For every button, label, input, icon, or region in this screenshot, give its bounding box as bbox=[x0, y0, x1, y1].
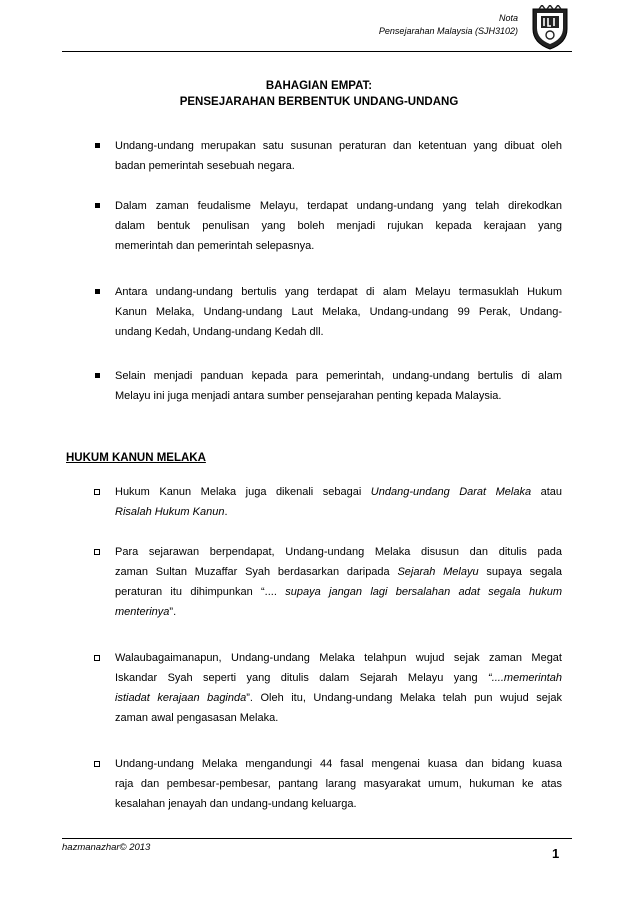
text-line bbox=[115, 582, 562, 602]
text-line bbox=[115, 602, 562, 622]
text-run: Iskandar Syah seperti yang ditulis dalam Sejarah Melayu yang bbox=[115, 672, 489, 684]
university-crest-logo bbox=[527, 5, 573, 51]
text-run: atau bbox=[531, 486, 562, 498]
text-line: Undang-undang Melaka mengandungi 44 fasal mengenai kuasa dan bidang kuasa bbox=[115, 758, 562, 770]
bullet-square-icon bbox=[95, 289, 100, 294]
text-line bbox=[115, 502, 562, 522]
header-note: Nota bbox=[498, 13, 518, 23]
footer-author: hazmanazhar© 2013 bbox=[62, 842, 151, 853]
text-line: Antara undang-undang bertulis yang terdapat di alam Melayu termasuklah Hukum bbox=[115, 286, 562, 298]
bullet-box-icon bbox=[94, 549, 100, 555]
section-point-1 bbox=[115, 482, 562, 522]
text-run: peraturan itu dihimpunkan “.... bbox=[115, 586, 286, 598]
bullet-square-icon bbox=[95, 373, 100, 378]
text-line bbox=[115, 562, 562, 582]
section-point-4 bbox=[115, 754, 562, 814]
bullet-box-icon bbox=[94, 761, 100, 767]
italic-run: istiadat kerajaan baginda bbox=[115, 692, 247, 704]
footer-divider bbox=[62, 838, 572, 839]
text-run: supaya segala bbox=[478, 566, 563, 578]
page-header bbox=[0, 0, 638, 55]
text-line: Para sejarawan berpendapat, Undang-undang Melaka disusun dan ditulis pada bbox=[115, 546, 562, 558]
text-line: zaman awal pengasasan Melaka. bbox=[115, 712, 279, 724]
text-line: Melayu ini juga menjadi antara sumber pensejarahan penting kepada Malaysia. bbox=[115, 390, 502, 402]
text-line: raja dan pembesar-pembesar, pantang larang masyarakat umum, hukuman ke atas bbox=[115, 778, 562, 790]
section-point-2 bbox=[115, 542, 562, 622]
text-line bbox=[115, 668, 562, 688]
bullet-box-icon bbox=[94, 655, 100, 661]
text-line: Undang-undang merupakan satu susunan peraturan dan ketentuan yang dibuat oleh bbox=[115, 140, 562, 152]
intro-point-3 bbox=[115, 282, 562, 342]
section-heading: HUKUM KANUN MELAKA bbox=[66, 452, 206, 464]
text-line bbox=[115, 482, 562, 502]
text-line: kesalahan jenayah dan undang-undang keluarga. bbox=[115, 798, 357, 810]
italic-run: Undang-undang Darat Melaka bbox=[370, 486, 532, 498]
text-line: badan pemerintah sesebuah negara. bbox=[115, 160, 295, 172]
bullet-square-icon bbox=[95, 203, 100, 208]
text-run: . bbox=[224, 506, 228, 518]
text-run: zaman Sultan Muzaffar Syah berdasarkan daripada bbox=[115, 566, 398, 578]
text-run: ”. Oleh itu, Undang-undang Melaka telah pun wujud sejak bbox=[246, 692, 562, 704]
header-divider bbox=[62, 51, 572, 52]
italic-run: Risalah Hukum Kanun bbox=[115, 506, 225, 518]
italic-run: Sejarah Melayu bbox=[397, 566, 479, 578]
bullet-square-icon bbox=[95, 143, 100, 148]
text-line: Selain menjadi panduan kepada para pemerintah, undang-undang bertulis di alam bbox=[115, 370, 562, 382]
italic-run: supaya jangan lagi bersalahan adat segala hukum bbox=[285, 586, 562, 598]
text-line: Kanun Melaka, Undang-undang Laut Melaka, Undang-undang 99 Perak, Undang- bbox=[115, 306, 562, 318]
bullet-box-icon bbox=[94, 489, 100, 495]
text-line: Dalam zaman feudalisme Melayu, terdapat undang-undang yang telah direkodkan bbox=[115, 200, 562, 212]
intro-point-4 bbox=[115, 366, 562, 406]
heading-topic: PENSEJARAHAN BERBENTUK UNDANG-UNDANG bbox=[179, 96, 459, 108]
italic-run: menterinya bbox=[115, 606, 170, 618]
header-course: Pensejarahan Malaysia (SJH3102) bbox=[378, 26, 518, 36]
text-run: Hukum Kanun Melaka juga dikenali sebagai bbox=[115, 486, 371, 498]
intro-point-1 bbox=[115, 136, 562, 176]
heading-part: BAHAGIAN EMPAT: bbox=[265, 80, 373, 92]
page-number: 1 bbox=[552, 846, 560, 861]
text-line: dalam bentuk penulisan yang boleh menjadi rujukan kepada kerajaan yang bbox=[115, 220, 562, 232]
section-point-3 bbox=[115, 648, 562, 728]
italic-run: “....memerintah bbox=[488, 672, 562, 684]
header-text bbox=[379, 12, 518, 38]
text-line: memerintah dan pemerintah selepasnya. bbox=[115, 240, 315, 252]
intro-point-2 bbox=[115, 196, 562, 256]
text-line bbox=[115, 688, 562, 708]
text-line: undang Kedah, Undang-undang Kedah dll. bbox=[115, 326, 324, 338]
text-line: Walaubagaimanapun, Undang-undang Melaka telahpun wujud sejak zaman Megat bbox=[115, 652, 562, 664]
text-run: ”. bbox=[169, 606, 177, 618]
